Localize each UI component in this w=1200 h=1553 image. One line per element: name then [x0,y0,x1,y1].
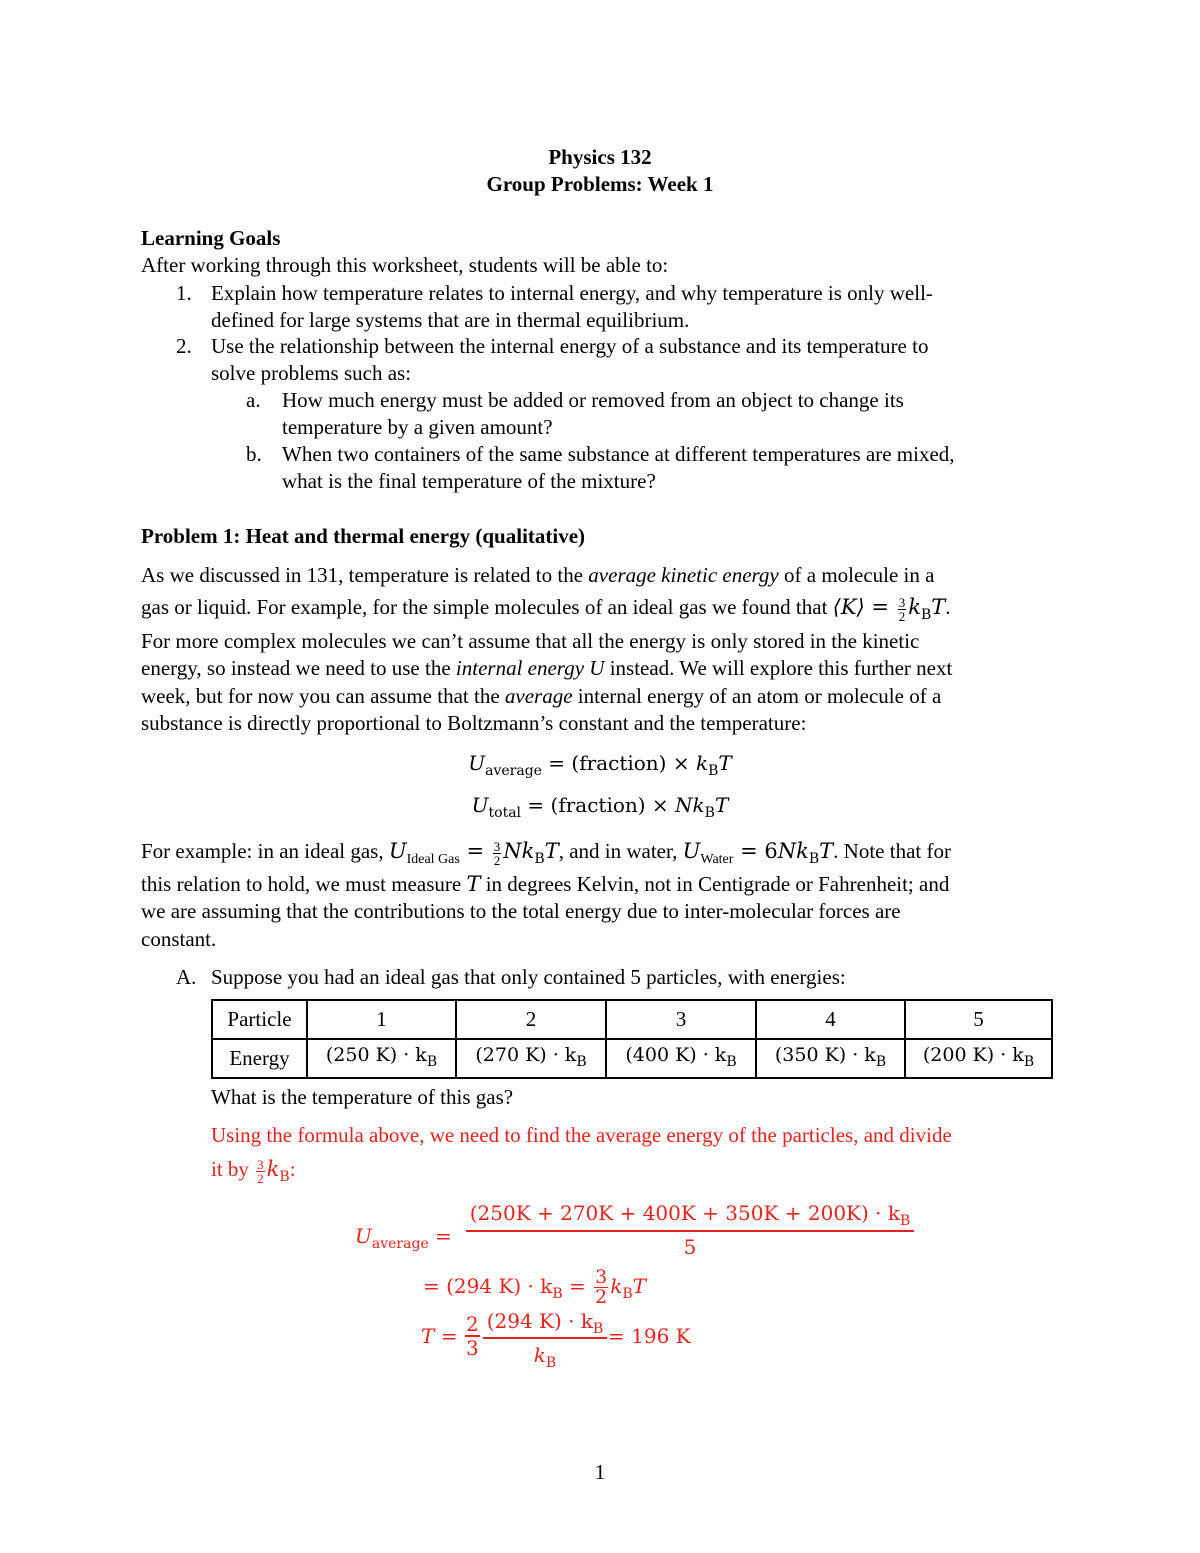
goal-1-marker: 1. [176,281,192,305]
table-cell: 3 [606,1000,756,1039]
problem-1-heading: Problem 1: Heat and thermal energy (qualitative) [141,524,586,548]
answer-t-label: T = [421,1324,458,1348]
table-row [212,1000,1052,1039]
answer-t-numerator: (294 $K) \cdot k_B$ [486,1309,604,1337]
problem-1-para-line-1: As we discussed in 131, temperature is related to the average kinetic energy of a molecule in a [141,563,935,587]
answer-numerator: $(250K + 270K + 400K + 350K + 200K) \cdot k_B$ [469,1201,911,1229]
subgoal-b-marker: b. [246,442,262,466]
table-cell: 1 [307,1000,456,1039]
particle-energy-table [211,999,1053,1079]
table-cell: (400 $K) \cdot k_B$ [606,1039,756,1078]
subgoal-a-line-2: temperature by a given amount? [282,415,553,439]
answer-two-thirds: 2 3 [466,1312,479,1360]
problem-1-para-line-5: week, but for now you can assume that the average internal energy of an atom or molecule of a [141,684,942,708]
equation-u-average: $U_{average}$ = (fraction) × $k_BT$ [468,751,732,779]
table-row [212,1039,1052,1078]
table-cell: (200 $K) \cdot k_B$ [905,1039,1052,1078]
subgoal-a-line-1: How much energy must be added or removed from an object to change its [282,388,904,412]
learning-goals-heading: Learning Goals [141,226,281,250]
answer-u-average-label: $U_{average}$ = [355,1224,452,1252]
table-cell: (270 $K) \cdot k_B$ [456,1039,606,1078]
subgoal-a-marker: a. [246,388,261,412]
goal-1-line-2: defined for large systems that are in thermal equilibrium. [211,308,690,332]
fraction-bar [466,1230,914,1232]
answer-line-1: Using the formula above, we need to find the average energy of the particles, and divide [211,1123,952,1147]
table-cell: (250 $K) \cdot k_B$ [307,1039,456,1078]
answer-line-average-result: = (294 $K) \cdot k_B$ = $\frac{3}{2}$ $k_BT$ [423,1266,647,1308]
goal-2-line-1: Use the relationship between the internal energy of a substance and its temperature to [211,334,929,358]
answer-t-result: = 196 K [608,1324,691,1348]
page-number: 1 [594,1460,606,1484]
table-cell: 4 [756,1000,905,1039]
problem-1-para-line-2: gas or liquid. For example, for the simple molecules of an ideal gas we found that ⟨K⟩ = $\frac{3}{2}$ $k_BT$. [141,594,951,624]
learning-goals-intro: After working through this worksheet, students will be able to: [141,253,669,277]
subgoal-b-line-1: When two containers of the same substance at different temperatures are mixed, [282,442,955,466]
part-a-question: What is the temperature of this gas? [211,1085,514,1109]
part-a-marker: A. [176,965,197,989]
table-row-header-energy: Energy [212,1039,307,1078]
course-title: Physics 132 [548,145,652,169]
example-para-line-3: we are assuming that the contributions to the total energy due to inter-molecular forces are [141,899,901,923]
example-para-line-1: For example: in an ideal gas, $U_{Ideal Gas}$ = $\frac{3}{2}$ $Nk_BT$, and in water, $U_{Water} = 6Nk_BT$. Note that for [141,838,951,868]
answer-line-2: it by $\frac{3}{2}$ $k_B$: [211,1156,296,1186]
table-row-header-particle: Particle [212,1000,307,1039]
part-a-prompt: Suppose you had an ideal gas that only contained 5 particles, with energies: [211,965,846,989]
table-cell: 2 [456,1000,606,1039]
problem-1-para-line-6: substance is directly proportional to Boltzmann’s constant and the temperature: [141,711,807,735]
answer-denominator: 5 [683,1235,697,1259]
equation-u-total: $U_{total}$ = (fraction) × $Nk_BT$ [471,793,729,821]
goal-2-marker: 2. [176,334,192,358]
t-fraction-bar [483,1337,607,1339]
table-cell: (350 $K) \cdot k_B$ [756,1039,905,1078]
subgoal-b-line-2: what is the final temperature of the mixture? [282,469,656,493]
worksheet-subtitle: Group Problems: Week 1 [486,172,714,196]
table-cell: 5 [905,1000,1052,1039]
example-para-line-2: this relation to hold, we must measure T in degrees Kelvin, not in Centigrade or Fahrenheit; and [141,872,950,896]
answer-t-denominator: $k_B$ [533,1343,557,1371]
problem-1-para-line-4: energy, so instead we need to use the internal energy U instead. We will explore this further next [141,656,953,680]
goal-1-line-1: Explain how temperature relates to internal energy, and why temperature is only well- [211,281,933,305]
problem-1-para-line-3: For more complex molecules we can’t assume that all the energy is only stored in the kinetic [141,629,920,653]
goal-2-line-2: solve problems such as: [211,361,412,385]
example-para-line-4: constant. [141,927,217,951]
